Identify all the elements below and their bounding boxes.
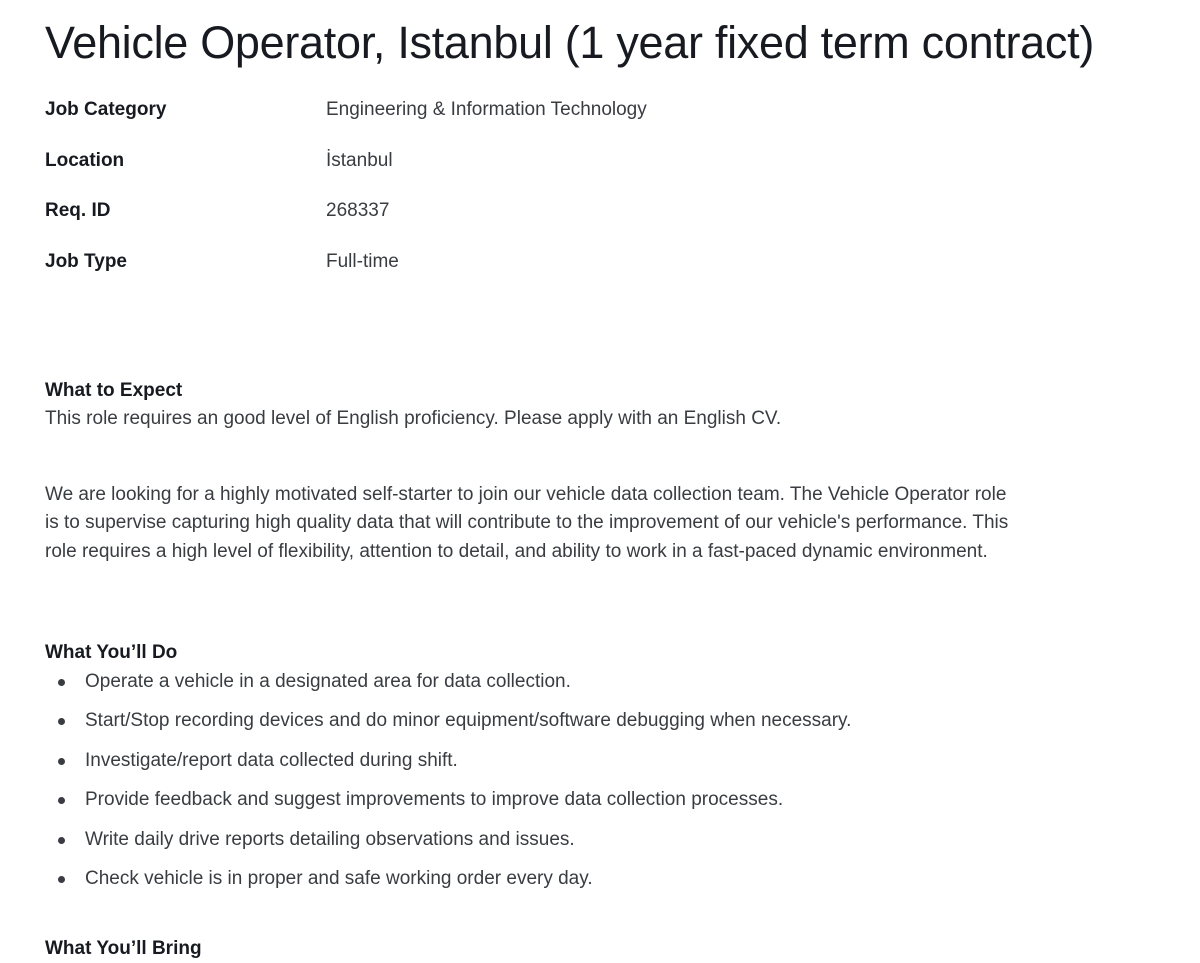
bullet-icon [58,876,65,883]
meta-value: Engineering & Information Technology [326,99,647,120]
list-item [45,786,851,825]
bullet-icon [58,837,65,844]
meta-label: Req. ID [45,200,111,221]
list-item [45,826,851,865]
bullet-icon [58,718,65,725]
list-item-text: Check vehicle is in proper and safe working order every day. [85,867,593,889]
bullet-icon [58,679,65,686]
list-item [45,668,851,707]
section-heading-what-to-expect: What to Expect [45,380,183,401]
meta-value: Full-time [326,251,399,272]
list-item [45,707,851,746]
list-item-text: Start/Stop recording devices and do minor equipment/software debugging when necessary. [85,710,852,732]
meta-label: Location [45,150,125,171]
section-heading-what-youll-do: What You’ll Do [45,642,178,663]
list-item [45,865,851,904]
expect-body-text: We are looking for a highly motivated self-starter to join our vehicle data collection team. The Vehicle Operator role is to supervise capturing high quality data that will contribute to the improvement of our vehicle's performance. This role requires a high level of flexibility, attention to detail, and ability to work in a fast-paced dynamic environment. [45,484,1009,562]
meta-label: Job Type [45,251,127,272]
list-item-text: Write daily drive reports detailing observations and issues. [85,828,575,850]
meta-row-job-type [45,248,945,276]
meta-row-job-category [45,96,945,124]
meta-label: Job Category [45,99,167,120]
expect-intro-text: This role requires an good level of English proficiency. Please apply with an English CV. [45,408,782,429]
list-item [45,747,851,786]
meta-row-req-id [45,197,945,225]
duties-list [45,668,851,904]
meta-value: 268337 [326,200,390,221]
bullet-icon [58,797,65,804]
list-item-text: Provide feedback and suggest improvements to improve data collection processes. [85,789,784,811]
meta-row-location [45,147,945,175]
bullet-icon [58,758,65,765]
meta-value: İstanbul [326,150,393,171]
section-heading-what-youll-bring: What You’ll Bring [45,938,202,959]
list-item-text: Operate a vehicle in a designated area for data collection. [85,671,571,692]
list-item-text: Investigate/report data collected during shift. [85,749,458,771]
job-title: Vehicle Operator, Istanbul (1 year fixed term contract) [45,17,1094,68]
